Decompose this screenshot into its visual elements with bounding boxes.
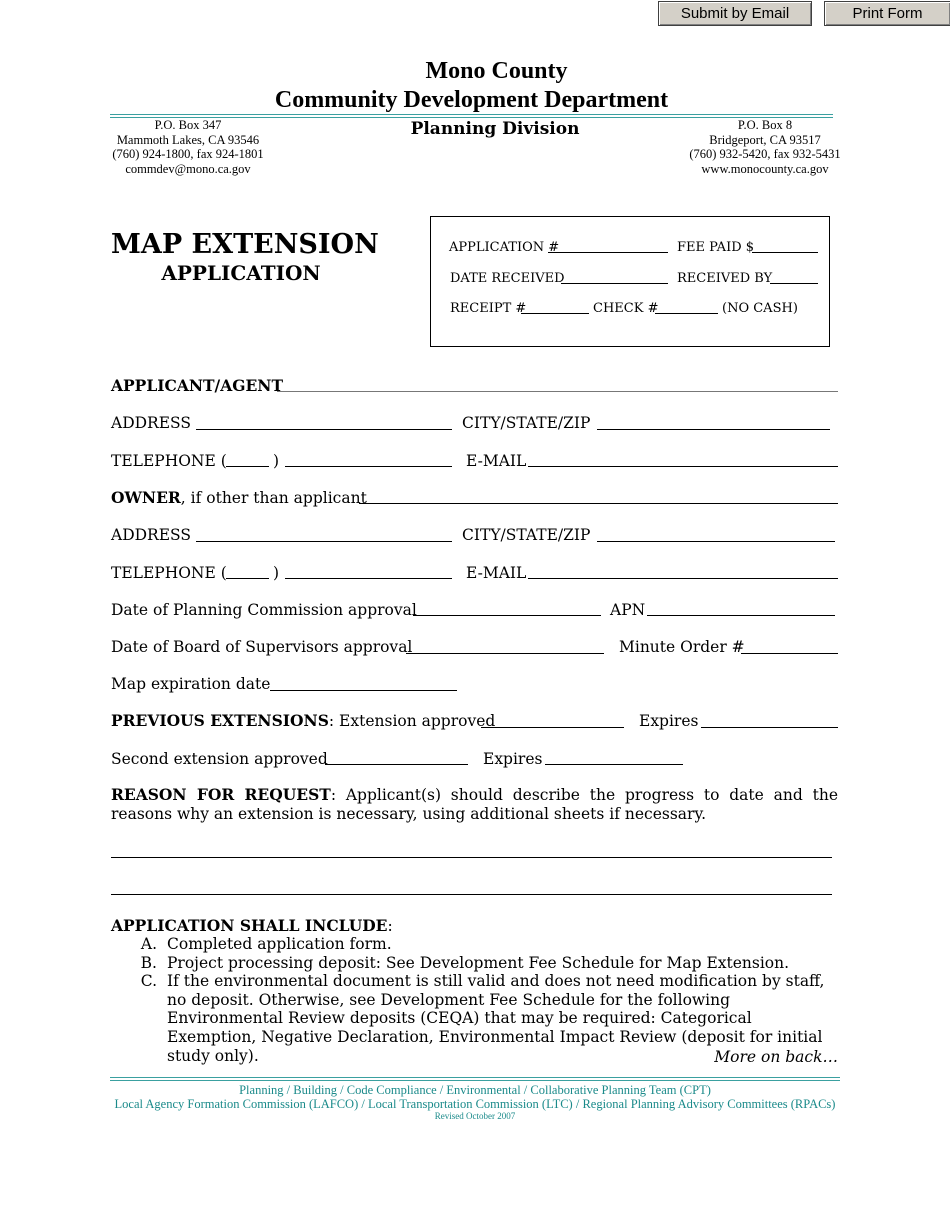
applicant-phone-field[interactable] <box>285 466 452 467</box>
applicant-area-code-field[interactable] <box>226 466 269 467</box>
pc-approval-label: Date of Planning Commission approval <box>111 601 417 619</box>
footer-rule <box>110 1077 840 1078</box>
reason-line-1[interactable] <box>111 857 832 858</box>
owner-address-label: ADDRESS <box>111 526 191 544</box>
bos-approval-label: Date of Board of Supervisors approval <box>111 638 413 656</box>
receipt-number-label: RECEIPT # <box>450 301 527 316</box>
applicant-email-field[interactable] <box>528 466 838 467</box>
no-cash-note: (NO CASH) <box>722 301 798 316</box>
applicant-field[interactable] <box>277 391 838 392</box>
include-heading: APPLICATION SHALL INCLUDE: <box>111 916 393 935</box>
applicant-address-field[interactable] <box>196 429 452 430</box>
footer-line-1: Planning / Building / Code Compliance / Environmental / Collaborative Planning Team (CPT) <box>239 1083 711 1097</box>
owner-telephone-label: TELEPHONE ( <box>111 564 227 582</box>
second-expires-field[interactable] <box>545 764 683 765</box>
email-label: E-MAIL <box>466 452 527 470</box>
division-title: Planning Division <box>410 119 580 139</box>
received-by-field[interactable] <box>770 283 818 284</box>
owner-phone-field[interactable] <box>285 578 452 579</box>
department-title: Community Development Department <box>274 87 669 113</box>
owner-area-code-field[interactable] <box>226 578 269 579</box>
footer-line-2: Local Agency Formation Commission (LAFCO) / Local Transportation Commission (LTC) / Regional Planning Advisory Committees (RPACs) <box>114 1097 836 1111</box>
more-on-back: More on back… <box>714 1048 838 1066</box>
previous-extensions-label: PREVIOUS EXTENSIONS: Extension approved <box>111 711 496 730</box>
list-item: A. Completed application form. <box>140 935 392 953</box>
application-number-field[interactable] <box>548 252 668 253</box>
footer-rule-2 <box>110 1080 840 1081</box>
date-received-field[interactable] <box>561 283 668 284</box>
city-state-zip-label: CITY/STATE/ZIP <box>462 414 591 432</box>
pc-approval-field[interactable] <box>413 615 601 616</box>
include-list <box>111 935 841 1065</box>
map-expiration-field[interactable] <box>270 690 457 691</box>
reason-line-2[interactable] <box>111 894 832 895</box>
date-received-label: DATE RECEIVED <box>450 271 565 286</box>
paren-close: ) <box>273 452 280 470</box>
apn-field[interactable] <box>647 615 835 616</box>
list-item: C. If the environmental document is still valid and does not need modification by staff, no deposit. Otherwise, see Development Fee Schedule for the following Environmental Review deposits (CEQA) that may be required: Categorical Exemption, Negative Declaration, Environmental Impact Review (deposit for initial study only). <box>140 972 825 1065</box>
receipt-number-field[interactable] <box>521 313 589 314</box>
revised-date: Revised October 2007 <box>434 1111 516 1121</box>
right-office-address: P.O. Box 8 Bridgeport, CA 93517 (760) 932-5420, fax 932-5431 www.monocounty.ca.gov <box>689 118 841 176</box>
applicant-label: APPLICANT/AGENT <box>111 376 283 395</box>
second-extension-field[interactable] <box>325 764 468 765</box>
submit-by-email-button[interactable]: Submit by Email <box>658 1 812 26</box>
owner-city-state-zip-label: CITY/STATE/ZIP <box>462 526 591 544</box>
minute-order-label: Minute Order # <box>619 638 745 656</box>
owner-label: OWNER, if other than applicant <box>111 488 367 507</box>
owner-field[interactable] <box>359 503 838 504</box>
map-expiration-label: Map expiration date <box>111 675 271 693</box>
check-number-label: CHECK # <box>593 301 659 316</box>
address-label: ADDRESS <box>111 414 191 432</box>
header-rule <box>110 114 833 115</box>
owner-address-field[interactable] <box>196 541 452 542</box>
minute-order-field[interactable] <box>741 653 838 654</box>
expires-label: Expires <box>639 712 699 730</box>
second-expires-label: Expires <box>483 750 543 768</box>
received-by-label: RECEIVED BY <box>677 271 773 286</box>
county-title: Mono County <box>425 58 568 84</box>
owner-city-field[interactable] <box>597 541 835 542</box>
form-title: MAP EXTENSION <box>111 229 379 260</box>
applicant-city-field[interactable] <box>597 429 830 430</box>
form-subtitle: APPLICATION <box>161 261 321 285</box>
telephone-label: TELEPHONE ( <box>111 452 227 470</box>
application-number-label: APPLICATION # <box>449 240 560 255</box>
fee-paid-label: FEE PAID $ <box>677 240 755 255</box>
fee-paid-field[interactable] <box>752 252 818 253</box>
extension-approved-field[interactable] <box>481 727 624 728</box>
check-number-field[interactable] <box>655 313 718 314</box>
extension-expires-field[interactable] <box>701 727 838 728</box>
list-item: B. Project processing deposit: See Development Fee Schedule for Map Extension. <box>140 953 790 972</box>
reason-for-request: REASON FOR REQUEST: Applicant(s) should describe the progress to date and the reasons why an extension is necessary, using additional sheets if necessary. <box>111 785 838 823</box>
left-office-address: P.O. Box 347 Mammoth Lakes, CA 93546 (760) 924-1800, fax 924-1801 commdev@mono.ca.gov <box>112 118 264 176</box>
apn-label: APN <box>610 601 646 619</box>
print-form-button[interactable]: Print Form <box>824 1 950 26</box>
owner-email-label: E-MAIL <box>466 564 527 582</box>
owner-email-field[interactable] <box>528 578 838 579</box>
bos-approval-field[interactable] <box>406 653 604 654</box>
owner-paren-close: ) <box>273 564 280 582</box>
second-extension-label: Second extension approved <box>111 750 328 768</box>
